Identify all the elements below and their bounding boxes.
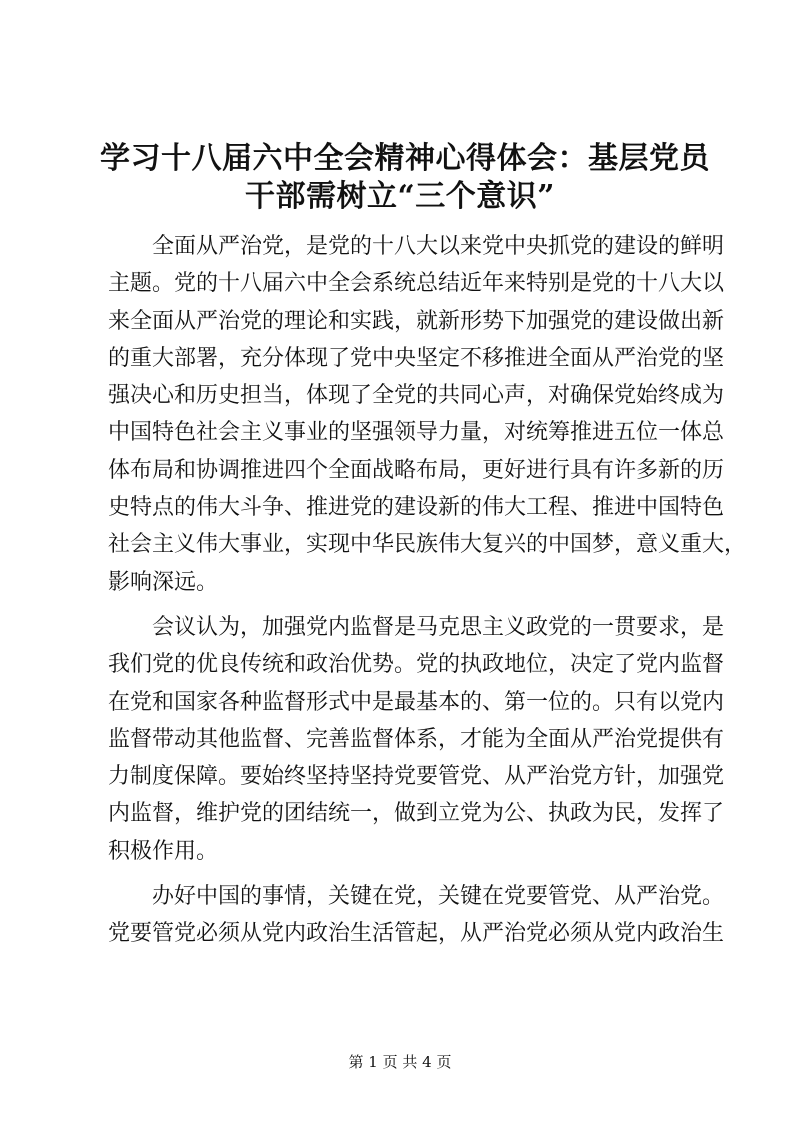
text-line: 全面从严治党，是党的十八大以来党中央抓党的建设的鲜明 [108, 234, 725, 259]
text-line: 的重大部署，充分体现了党中央坚定不移推进全面从严治党的坚 [108, 345, 725, 371]
text-line: 我们党的优良传统和政治优势。党的执政地位，决定了党内监督 [108, 652, 725, 678]
text-line: 主题。党的十八届六中全会系统总结近年来特别是党的十八大以 [108, 271, 725, 297]
title-line-2: 干部需树立“三个意识” [244, 179, 555, 214]
text-line: 积极作用。 [108, 838, 219, 864]
text-line: 党要管党必须从党内政治生活管起，从严治党必须从党内政治生 [108, 921, 725, 947]
title-line-1: 学习十八届六中全会精神心得体会：基层党员 [100, 141, 710, 176]
document-title [100, 140, 710, 216]
text-line: 在党和国家各种监督形式中是最基本的、第一位的。只有以党内 [108, 689, 725, 715]
paragraph-2 [108, 609, 725, 870]
text-line: 史特点的伟大斗争、推进党的建设新的伟大工程、推进中国特色 [108, 495, 725, 521]
text-line: 内监督，维护党的团结统一，做到立党为公、执政为民，发挥了 [108, 801, 725, 827]
text-line: 会议认为，加强党内监督是马克思主义政党的一贯要求，是 [108, 614, 725, 640]
text-line: 体布局和协调推进四个全面战略布局，更好进行具有许多新的历 [108, 457, 725, 483]
text-line: 强决心和历史担当，体现了全党的共同心声，对确保党始终成为 [108, 383, 725, 409]
paragraph-1 [108, 228, 747, 601]
text-line: 中国特色社会主义事业的坚强领导力量，对统筹推进五位一体总 [108, 420, 725, 446]
paragraph-3 [108, 878, 725, 953]
page-footer: 第 1 页 共 4 页 [348, 1053, 452, 1071]
text-line: 力制度保障。要始终坚持坚持党要管党、从严治党方针，加强党 [108, 764, 725, 790]
text-line: 社会主义伟大事业，实现中华民族伟大复兴的中国梦，意义重大， [108, 532, 747, 558]
text-line: 监督带动其他监督、完善监督体系，才能为全面从严治党提供有 [108, 726, 725, 752]
text-line: 办好中国的事情，关键在党，关键在党要管党、从严治党。 [108, 884, 725, 910]
text-line: 来全面从严治党的理论和实践，就新形势下加强党的建设做出新 [108, 308, 725, 334]
document-body [108, 228, 747, 961]
text-line: 影响深远。 [108, 569, 219, 595]
